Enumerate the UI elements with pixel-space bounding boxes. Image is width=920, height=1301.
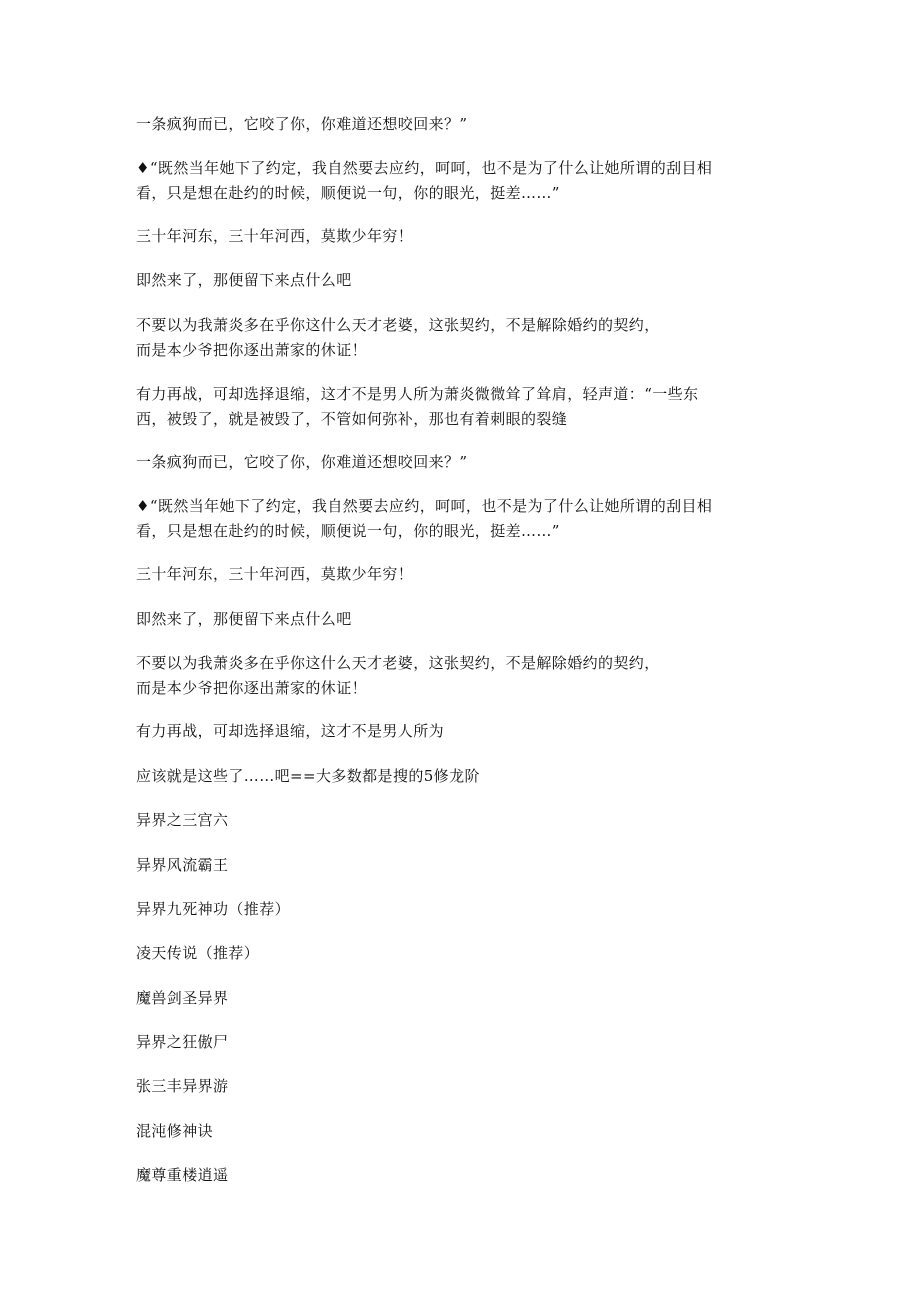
text-line: 即然来了，那便留下来点什么吧	[136, 271, 352, 289]
text-line: 三十年河东，三十年河西，莫欺少年穷！	[136, 565, 414, 583]
text-line: 而是本少爷把你逐出萧家的休证！	[136, 679, 368, 697]
text-line: 魔尊重楼逍遥	[136, 1166, 229, 1184]
list-item	[136, 1119, 786, 1144]
paragraph	[136, 450, 786, 475]
paragraph	[136, 382, 786, 432]
paragraph	[136, 764, 786, 789]
list-item	[136, 897, 786, 922]
paragraph	[136, 313, 786, 363]
list-item	[136, 1030, 786, 1055]
text-line: 一条疯狗而已，它咬了你，你难道还想咬回来？”	[136, 115, 468, 133]
text-line: ♦“既然当年她下了约定，我自然要去应约，呵呵，也不是为了什么让她所谓的刮目相	[136, 497, 713, 515]
paragraph	[136, 562, 786, 587]
text-line: 看，只是想在赴约的时候，顺便说一句，你的眼光，挺差……”	[136, 522, 560, 540]
text-line: 凌天传说（推荐）	[136, 944, 260, 962]
text-line: 看，只是想在赴约的时候，顺便说一句，你的眼光，挺差……”	[136, 184, 560, 202]
list-item	[136, 986, 786, 1011]
text-line: 不要以为我萧炎多在乎你这什么天才老婆，这张契约，不是解除婚约的契约，	[136, 654, 660, 672]
text-line: 魔兽剑圣异界	[136, 989, 229, 1007]
text-line: 异界九死神功（推荐）	[136, 900, 291, 918]
text-line: 而是本少爷把你逐出萧家的休证！	[136, 341, 368, 359]
text-line: 混沌修神诀	[136, 1122, 214, 1140]
paragraph	[136, 651, 786, 701]
text-line: 异界之三宫六	[136, 811, 229, 829]
text-line: 三十年河东，三十年河西，莫欺少年穷！	[136, 227, 414, 245]
text-line: 有力再战，可却选择退缩，这才不是男人所为	[136, 722, 445, 740]
paragraph	[136, 607, 786, 632]
text-line: 有力再战，可却选择退缩，这才不是男人所为萧炎微微耸了耸肩，轻声道：“一些东	[136, 385, 699, 403]
text-line: 应该就是这些了……吧==大多数都是搜的5修龙阶	[136, 767, 480, 785]
list-item	[136, 1074, 786, 1099]
text-line: 异界风流霸王	[136, 856, 229, 874]
list-item	[136, 853, 786, 878]
list-item	[136, 941, 786, 966]
text-line: 不要以为我萧炎多在乎你这什么天才老婆，这张契约，不是解除婚约的契约，	[136, 316, 660, 334]
paragraph	[136, 268, 786, 293]
text-line: 张三丰异界游	[136, 1077, 229, 1095]
paragraph	[136, 112, 786, 137]
text-line: 异界之狂傲尸	[136, 1033, 229, 1051]
text-line: 即然来了，那便留下来点什么吧	[136, 610, 352, 628]
paragraph	[136, 494, 786, 544]
paragraph	[136, 156, 786, 206]
text-line: 西，被毁了，就是被毁了，不管如何弥补，那也有着刺眼的裂缝	[136, 410, 568, 428]
list-item	[136, 1163, 786, 1188]
text-line: 一条疯狗而已，它咬了你，你难道还想咬回来？”	[136, 453, 468, 471]
text-line: ♦“既然当年她下了约定，我自然要去应约，呵呵，也不是为了什么让她所谓的刮目相	[136, 159, 713, 177]
paragraph	[136, 719, 786, 744]
list-item	[136, 808, 786, 833]
paragraph	[136, 224, 786, 249]
